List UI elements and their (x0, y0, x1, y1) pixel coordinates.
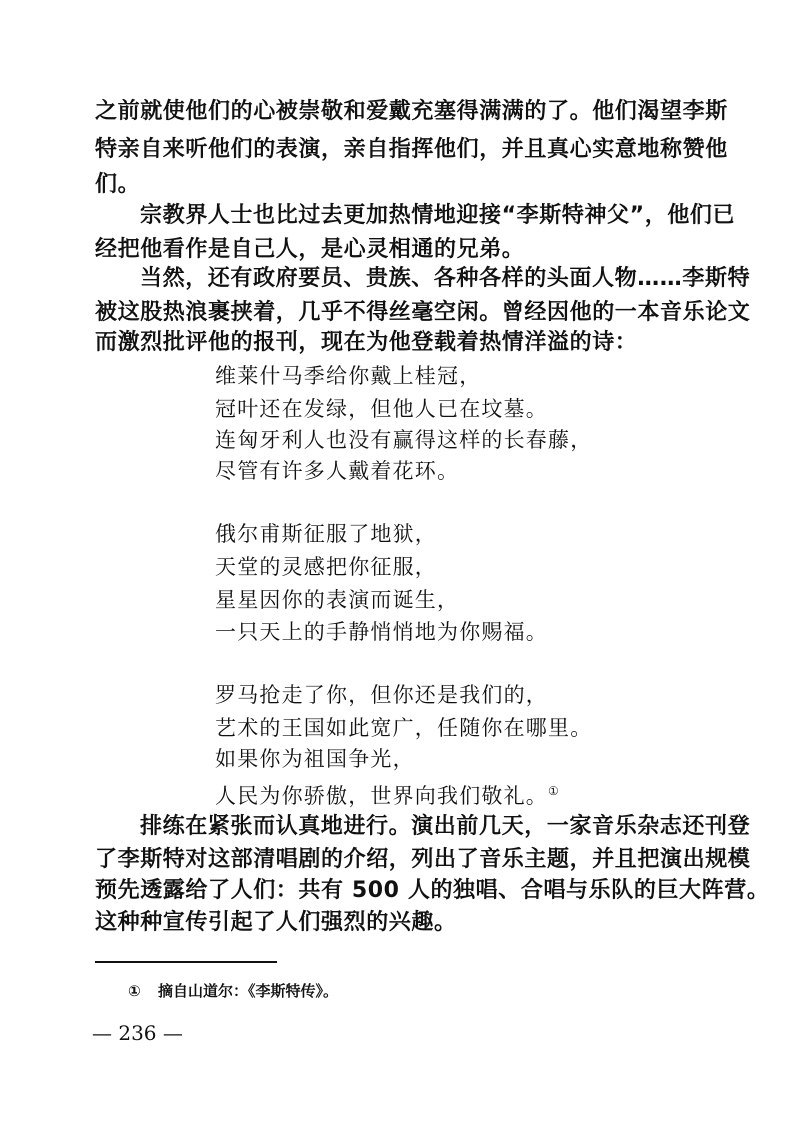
paragraph-3-line-1: 当然，还有政府要员、贵族、各种各样的头面人物……李斯特 (140, 266, 751, 291)
paragraph-2-line-2: 经把他看作是自己人，是心灵相通的兄弟。 (95, 237, 525, 262)
paragraph-2-line-1: 宗教界人士也比过去更加热情地迎接“李斯特神父”，他们已 (140, 203, 736, 228)
page-number: — 236 — (92, 1021, 183, 1045)
paragraph-1-line-3: 们。 (95, 172, 141, 197)
poem-last-line-text: 人民为你骄傲，世界向我们敬礼。 (215, 784, 548, 808)
paragraph-4-line-3: 预先透露给了人们：共有 500 人的独唱、合唱与乐队的巨大阵营。 (95, 878, 770, 903)
poem-stanza-1-line-3: 连匈牙利人也没有赢得这样的长春藤， (215, 428, 593, 452)
poem-stanza-2-line-1: 俄尔甫斯征服了地狱， (215, 522, 437, 546)
footnote-text: 摘自山道尔：《李斯特传》。 (158, 982, 339, 1000)
footnote-reference-marker: ① (548, 784, 560, 798)
footnote (128, 980, 338, 1002)
poem-stanza-2-line-4: 一只天上的手静悄悄地为你赐福。 (215, 620, 548, 644)
paragraph-1-line-2: 特亲自来听他们的表演，亲自指挥他们，并且真心实意地称赞他 (95, 137, 728, 162)
footnote-divider (95, 961, 277, 963)
poem-stanza-3-line-1: 罗马抢走了你，但你还是我们的， (215, 683, 548, 707)
paragraph-3-line-3: 而激烈批评他的报刊，现在为他登载着热情洋溢的诗： (95, 330, 638, 355)
poem-stanza-1-line-2: 冠叶还在发绿，但他人已在坟墓。 (215, 397, 548, 421)
footnote-number: ① (128, 982, 141, 1000)
poem-stanza-2-line-3: 星星因你的表演而诞生， (215, 588, 460, 612)
poem-stanza-1-line-4: 尽管有许多人戴着花环。 (215, 459, 460, 483)
poem-stanza-3-line-4 (215, 777, 560, 810)
poem-stanza-3-line-3: 如果你为祖国争光， (215, 747, 415, 771)
paragraph-4-line-1: 排练在紧张而认真地进行。演出前几天，一家音乐杂志还刊登 (140, 814, 751, 839)
paragraph-3-line-2: 被这股热浪裹挟着，几乎不得丝毫空闲。曾经因他的一本音乐论文 (95, 300, 751, 325)
paragraph-1-line-1: 之前就使他们的心被崇敬和爱戴充塞得满满的了。他们渴望李斯 (95, 99, 728, 124)
poem-stanza-2-line-2: 天堂的灵感把你征服， (215, 555, 437, 579)
paragraph-4-line-4: 这种种宣传引起了人们强烈的兴趣。 (95, 910, 457, 935)
poem-stanza-1-line-1: 维莱什马季给你戴上桂冠， (215, 364, 482, 388)
poem-stanza-3-line-2: 艺术的王国如此宽广，任随你在哪里。 (215, 716, 593, 740)
paragraph-4-line-2: 了李斯特对这部清唱剧的介绍，列出了音乐主题，并且把演出规模 (95, 847, 751, 872)
